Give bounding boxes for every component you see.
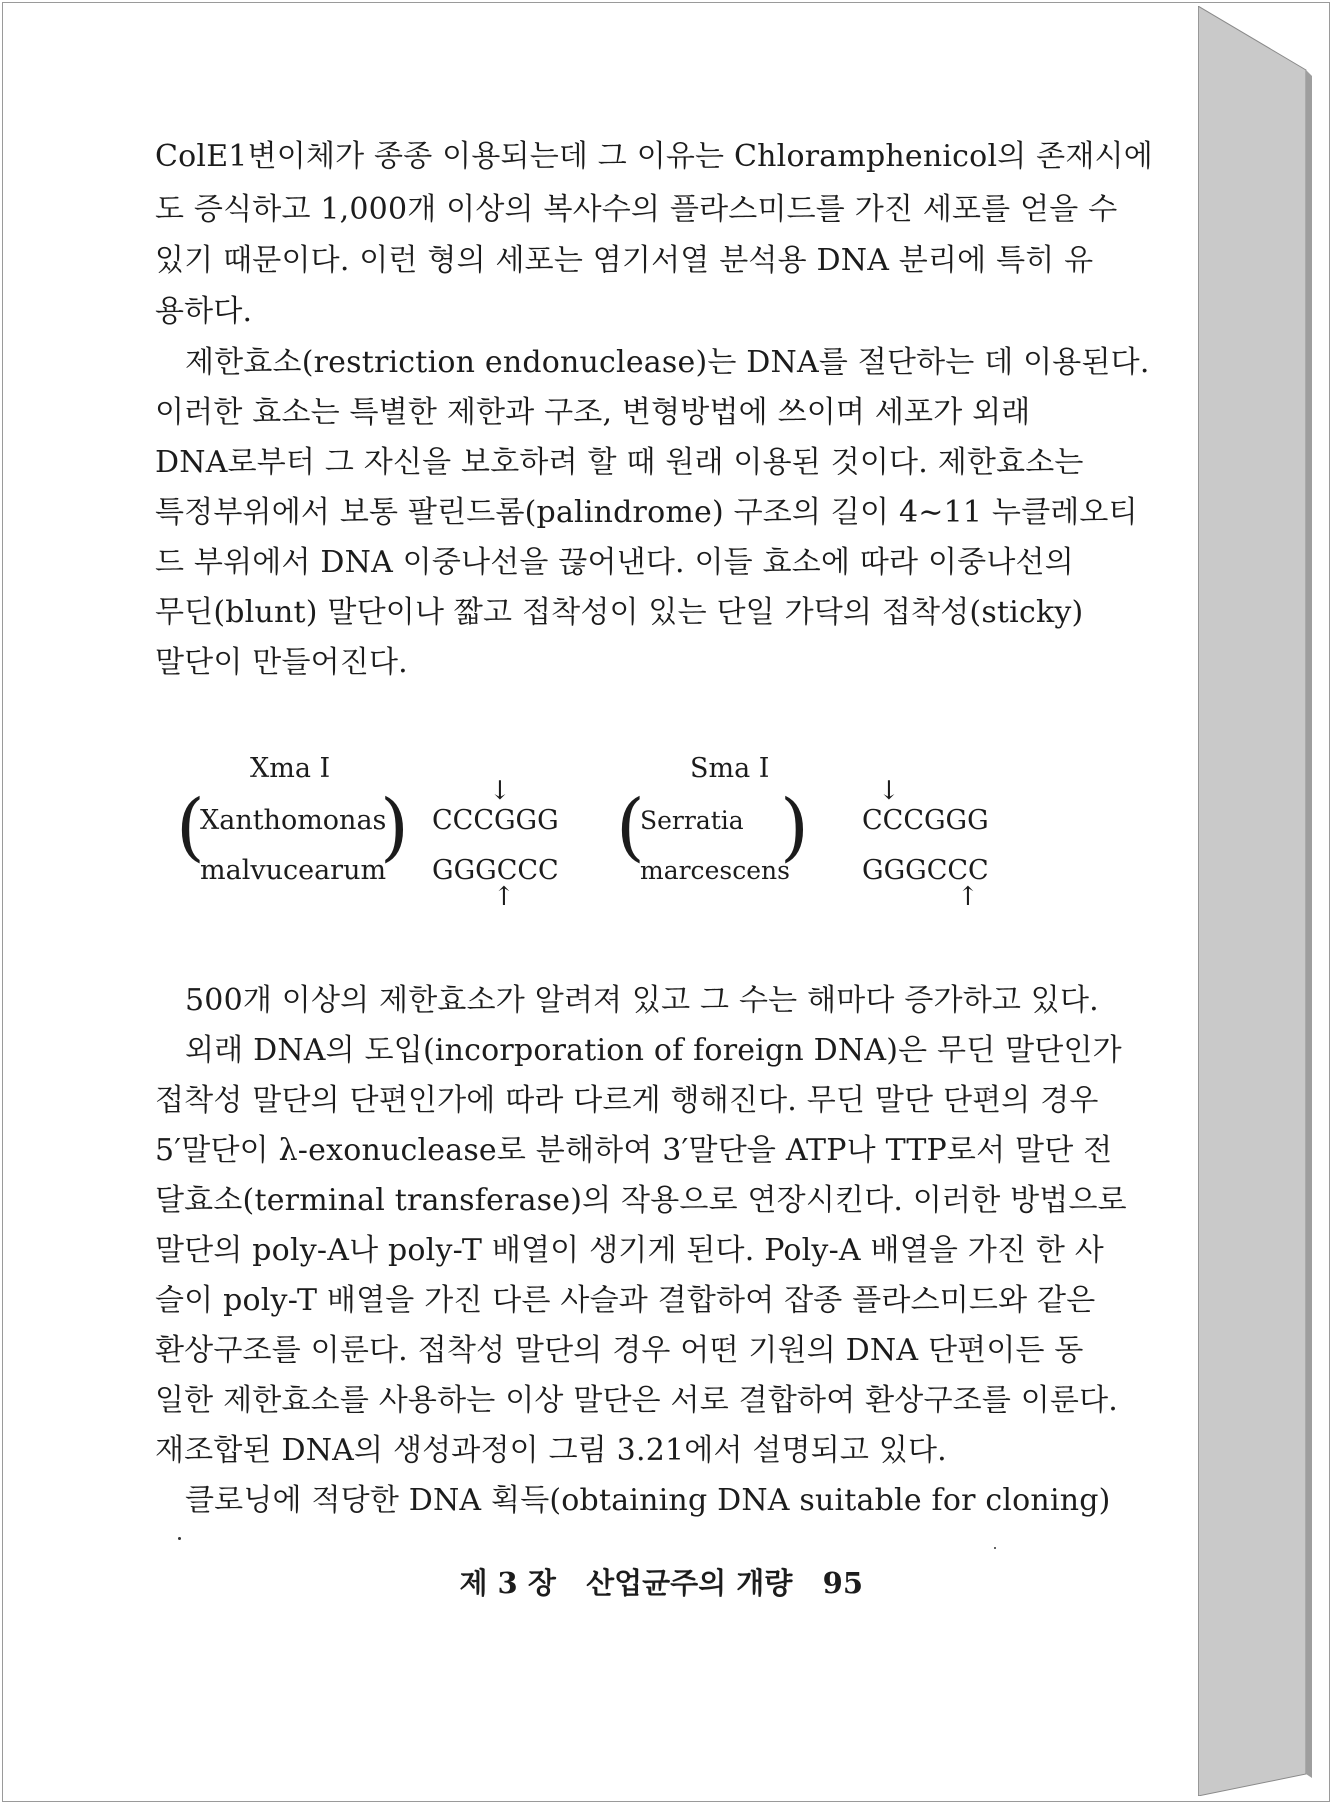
paragraph-1-line-3: 있기 때문이다. 이런 형의 세포는 염기서열 분석용 DNA 분리에 특히 유 xyxy=(155,243,1094,278)
paragraph-2-line-2: 이러한 효소는 특별한 제한과 구조, 변형방법에 쓰이며 세포가 외래 xyxy=(155,395,1031,430)
sma-bottom-strand: GGGCCC xyxy=(862,855,989,886)
paragraph-1-line-4: 용하다. xyxy=(155,294,253,329)
xma-cut-arrow-down: ↓ xyxy=(489,776,511,806)
xma-paren-close: ) xyxy=(380,784,409,870)
paragraph-2-line-4: 특정부위에서 보통 팔린드롬(palindrome) 구조의 길이 4∼11 누클레오티 xyxy=(155,495,1138,530)
running-footer xyxy=(459,1566,863,1600)
xma-cut-arrow-up: ↑ xyxy=(493,882,515,912)
paragraph-5-line-1: 클로닝에 적당한 DNA 획득(obtaining DNA suitable for cloning) xyxy=(185,1483,1111,1518)
paragraph-4-line-6: 슬이 poly-T 배열을 가진 다른 사슬과 결합하여 잡종 플라스미드와 같은 xyxy=(155,1283,1096,1318)
xma-organism-line-1: Xanthomonas xyxy=(200,805,387,836)
xma-organism-line-2: malvucearum xyxy=(200,855,387,886)
sma-cut-arrow-down: ↓ xyxy=(878,776,900,806)
book-page-edge xyxy=(1198,6,1316,1796)
paragraph-2-line-6: 무딘(blunt) 말단이나 짧고 접착성이 있는 단일 가닥의 접착성(sticky) xyxy=(155,595,1084,630)
paragraph-2-line-1: 제한효소(restriction endonuclease)는 DNA를 절단하는 데 이용된다. xyxy=(185,345,1150,380)
sma-organism-line-1: Serratia xyxy=(640,806,744,835)
sma-paren-close: ) xyxy=(780,784,809,870)
paragraph-1-line-2: 도 증식하고 1,000개 이상의 복사수의 플라스미드를 가진 세포를 얻을 수 xyxy=(155,192,1118,227)
sma-paren-open: ( xyxy=(616,784,645,870)
paragraph-4-line-3: 5′말단이 λ-exonuclease로 분해하여 3′말단을 ATP나 TTP로서 말단 전 xyxy=(155,1133,1113,1168)
paragraph-2-line-5: 드 부위에서 DNA 이중나선을 끊어낸다. 이들 효소에 따라 이중나선의 xyxy=(155,545,1074,580)
xma-top-strand: CCCGGG xyxy=(432,805,559,836)
sma-cut-arrow-up: ↑ xyxy=(957,882,979,912)
sma-organism-line-2: marcescens xyxy=(640,856,790,885)
paragraph-4-line-5: 말단의 poly-A나 poly-T 배열이 생기게 된다. Poly-A 배열을 가진 한 사 xyxy=(155,1233,1104,1268)
paragraph-2-line-7: 말단이 만들어진다. xyxy=(155,645,408,680)
paragraph-4-line-4: 달효소(terminal transferase)의 작용으로 연장시킨다. 이러한 방법으로 xyxy=(155,1183,1127,1218)
xma-bottom-strand: GGGCCC xyxy=(432,855,559,886)
paragraph-4-line-1: 외래 DNA의 도입(incorporation of foreign DNA)은 무딘 말단인가 xyxy=(185,1033,1122,1068)
footer-chapter: 제 3 장 xyxy=(459,1566,556,1600)
scan-speck xyxy=(994,1547,996,1549)
paragraph-4-line-8: 일한 제한효소를 사용하는 이상 말단은 서로 결합하여 환상구조를 이룬다. xyxy=(155,1383,1119,1418)
footer-chapter-title: 산업균주의 개량 xyxy=(586,1566,793,1600)
page-number: 95 xyxy=(822,1566,863,1600)
paragraph-4-line-9: 재조합된 DNA의 생성과정이 그림 3.21에서 설명되고 있다. xyxy=(155,1433,947,1468)
scan-speck xyxy=(178,1537,181,1540)
xma-paren-open: ( xyxy=(176,784,205,870)
sma-enzyme-name: Sma I xyxy=(690,753,770,784)
paragraph-1-line-1: ColE1변이체가 종종 이용되는데 그 이유는 Chloramphenicol의 존재시에 xyxy=(155,139,1153,174)
paragraph-2-line-3: DNA로부터 그 자신을 보호하려 할 때 원래 이용된 것이다. 제한효소는 xyxy=(155,445,1084,480)
paragraph-4-line-7: 환상구조를 이룬다. 접착성 말단의 경우 어떤 기원의 DNA 단편이든 동 xyxy=(155,1333,1084,1368)
paragraph-4-line-2: 접착성 말단의 단편인가에 따라 다르게 행해진다. 무딘 말단 단편의 경우 xyxy=(155,1083,1099,1118)
paragraph-3-line-1: 500개 이상의 제한효소가 알려져 있고 그 수는 해마다 증가하고 있다. xyxy=(185,983,1099,1018)
xma-enzyme-name: Xma I xyxy=(250,753,331,784)
sma-top-strand: CCCGGG xyxy=(862,805,989,836)
